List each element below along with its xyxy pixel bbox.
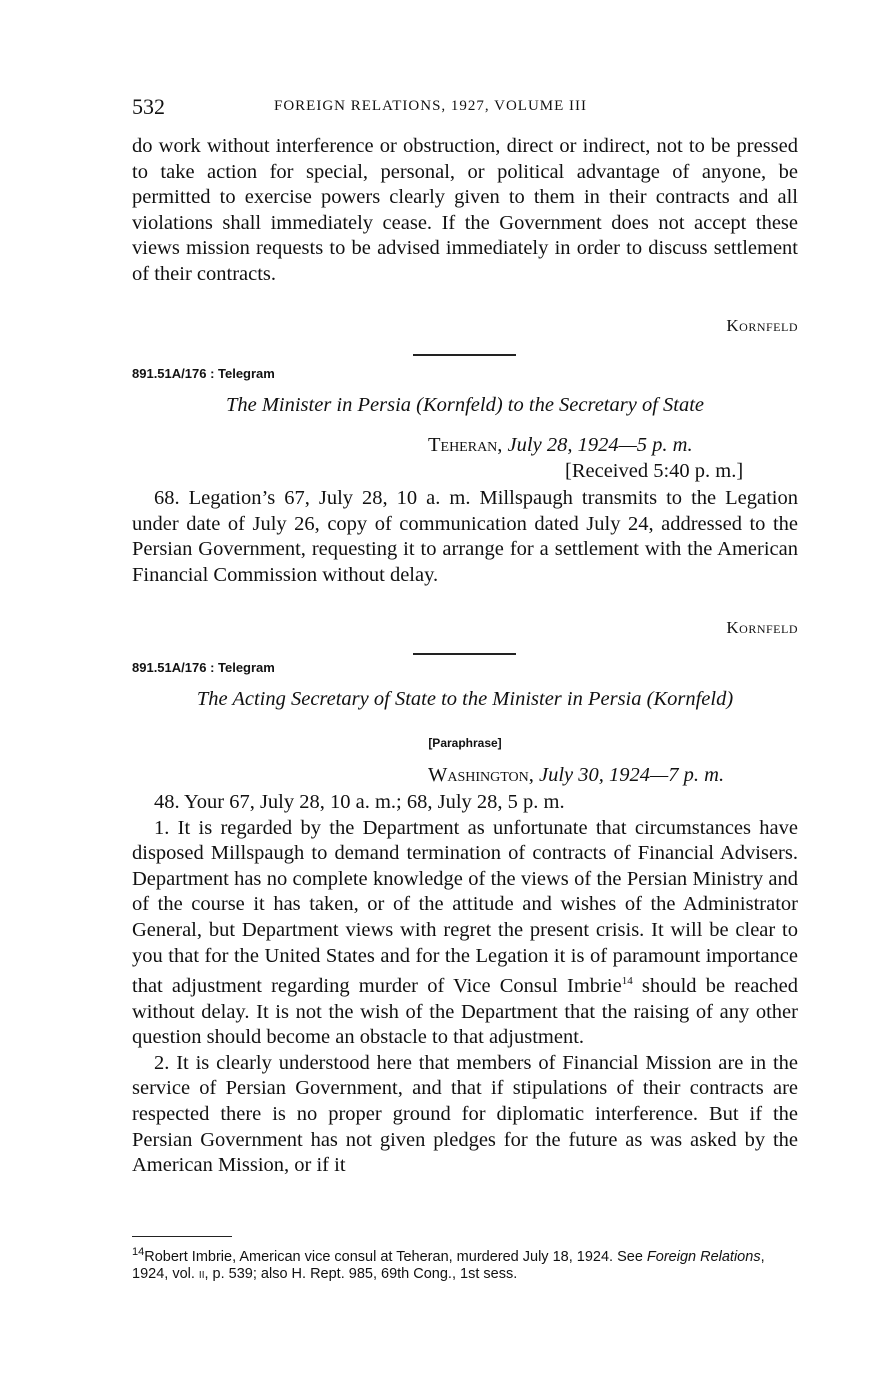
paragraph-2: 2. It is clearly understood here that members of Financial Mission are in the service of Persian Government, and that if stipulations of their contracts are respected there is no proper ground for diplomatic interference. But if the Persian Government has not given pledges for the future as was asked by the American Mission, or if it [132, 1051, 798, 1177]
dateline [428, 764, 724, 787]
paragraph-1-end: should be reached without delay. It is not the wish of the Department that the raising of any other question should become an obstacle to that adjustment. [132, 974, 798, 1049]
dateline-place: Washington, [428, 764, 534, 786]
footnote-italic: Foreign Relations [646, 1248, 761, 1265]
footnote-text-2: , 1924, vol. [132, 1248, 765, 1282]
footnote-number: 14 [132, 1246, 145, 1258]
footnote-text: Robert Imbrie, American vice consul at Teheran, murdered July 18, 1924. See [144, 1248, 647, 1265]
document-title: The Minister in Persia (Kornfeld) to the Secretary of State [225, 394, 705, 416]
file-reference: 891.51A/176 : Telegram [132, 660, 275, 675]
paragraph-1 [132, 816, 798, 1051]
dateline [428, 434, 693, 457]
continuation-text [132, 134, 798, 288]
running-head: FOREIGN RELATIONS, 1927, VOLUME III [274, 98, 588, 114]
telegram-48-body [132, 790, 798, 1179]
received-note: [Received 5:40 p. m.] [565, 460, 744, 482]
continuation-paragraph: do work without interference or obstruction, direct or indirect, not to be pressed to take action for special, personal, or political advantage of anyone, be permitted to exercise powers clearly given to them in their contracts and all violations shall immediately cease. If the Government does not accept these views mission requests to be advised immediately in order to discuss settlement of their contracts. [132, 135, 798, 285]
footnote-volume: ii [198, 1265, 205, 1282]
telegram-68-body [132, 486, 798, 588]
page-number: 532 [132, 94, 165, 119]
dateline-date: July 28, 1924—5 p. m. [507, 434, 693, 456]
reference-line: 48. Your 67, July 28, 10 a. m.; 68, July 28, 5 p. m. [154, 791, 565, 813]
section-divider [413, 354, 516, 356]
dateline-date: July 30, 1924—7 p. m. [539, 764, 725, 786]
footnote-marker: 14 [621, 975, 633, 988]
page-header [132, 94, 672, 120]
dateline-place: Teheran, [428, 434, 503, 456]
document-title: The Acting Secretary of State to the Minister in Persia (Kornfeld) [196, 688, 734, 710]
paraphrase-label: [Paraphrase] [428, 736, 502, 750]
signature-kornfeld-2: Kornfeld [726, 618, 798, 637]
signature-kornfeld-1: Kornfeld [726, 316, 798, 335]
footnote-text-3: , p. 539; also H. Rept. 985, 69th Cong., 1st sess. [204, 1265, 518, 1282]
footnote-rule [132, 1236, 232, 1237]
section-divider [413, 653, 516, 655]
paragraph-1-text: 1. It is regarded by the Department as unfortunate that circumstances have disposed Millspaugh to demand termination of contracts of Financial Advisers. Department has no complete knowledge of the views of the Persian Ministry and of the course it has taken, or of the attitude and wishes of the Administrator General, but Department views with regret the present crisis. It will be clear to you that for the United States and for the Legation it is of paramount importance that adjustment regarding murder of Vice Consul Imbrie [132, 816, 798, 997]
telegram-68-paragraph: 68. Legation’s 67, July 28, 10 a. m. Millspaugh transmits to the Legation under date of July 26, copy of communication dated July 24, addressed to the Persian Government, requesting it to arrange for a settlement with the American Financial Commission without delay. [132, 487, 798, 586]
file-reference: 891.51A/176 : Telegram [132, 366, 275, 381]
footnote [132, 1244, 798, 1283]
